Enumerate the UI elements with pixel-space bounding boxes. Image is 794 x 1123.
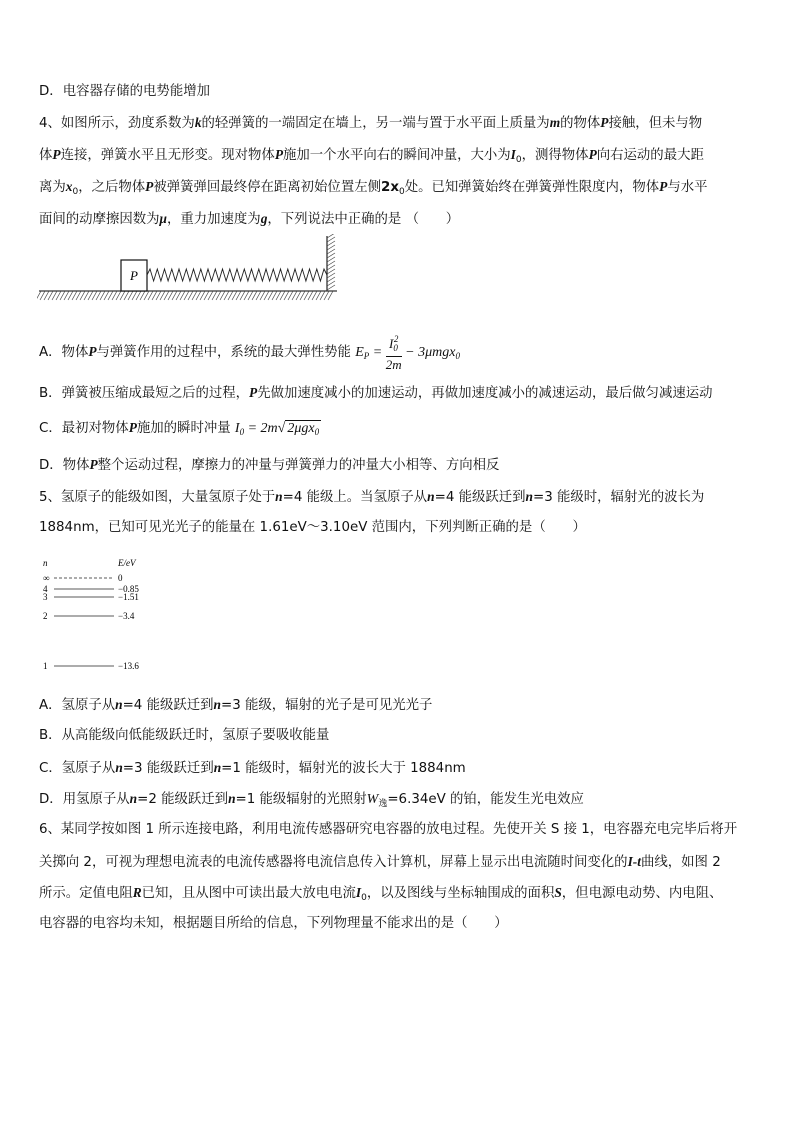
q3-option-d: D．电容器存储的电势能增加	[39, 84, 210, 99]
energy-level-diagram	[38, 556, 178, 680]
ground-hatch-line	[200, 291, 205, 300]
ground-hatch-line	[148, 291, 153, 300]
wall-hatch-line	[327, 253, 335, 258]
level-energy-label: 0	[118, 573, 123, 583]
ground-hatch-line	[136, 291, 141, 300]
ground-hatch-line	[268, 291, 273, 300]
wall-hatch-line	[327, 285, 335, 290]
ground-hatch-line	[204, 291, 209, 300]
ground-hatch-line	[308, 291, 313, 300]
q5-option-d: D．用氢原子从n=2 能级跃迁到n=1 能级辐射的光照射$W_逸=6.34eV$ 的铂，能发生光电效应	[39, 791, 584, 809]
q5-option-b: B．从高能级向低能级跃迁时，氢原子要吸收能量	[39, 728, 330, 743]
q6-stem-line3: 所示。定值电阻R已知，且从图中可读出最大放电电流$I_0$，以及图线与坐标轴围成的面积S，但电源电动势、内电阻、	[39, 885, 723, 903]
ground-hatch-line	[196, 291, 201, 300]
ground-hatch-line	[72, 291, 77, 300]
spring-coil	[147, 269, 327, 281]
q5-option-a: A．氢原子从n=4 能级跃迁到n=3 能级，辐射的光子是可见光光子	[39, 697, 433, 713]
ground-hatch-line	[144, 291, 149, 300]
ground-hatch-line	[252, 291, 257, 300]
ground-hatch-line	[56, 291, 61, 300]
q4-option-d: D．物体P整个运动过程，摩擦力的冲量与弹簧弹力的冲量大小相等、方向相反	[39, 457, 500, 473]
ground-hatch-line	[40, 291, 45, 300]
q6-stem-line1: 6、某同学按如图 1 所示连接电路，利用电流传感器研究电容器的放电过程。先使开关 S 接 1，电容器充电完毕后将开	[39, 822, 738, 837]
ground-hatch-line	[168, 291, 173, 300]
ground-hatch-line	[180, 291, 185, 300]
q4-option-b: B．弹簧被压缩成最短之后的过程，P先做加速度减小的加速运动，再做加速度减小的减速运动，最后做匀减速运动	[39, 385, 713, 401]
ground-hatch-line	[68, 291, 73, 300]
ground-hatch-line	[188, 291, 193, 300]
ground-hatch-line	[292, 291, 297, 300]
wall-hatch-line	[327, 245, 335, 250]
level-n-label: 4	[43, 584, 48, 594]
ground-hatch-line	[272, 291, 277, 300]
axis-n-label: n	[43, 558, 48, 568]
ground-hatch-line	[44, 291, 49, 300]
ground-hatch-line	[284, 291, 289, 300]
wall-hatch-line	[327, 241, 335, 246]
q5-stem-line1: 5、氢原子的能级如图，大量氢原子处于n=4 能级上。当氢原子从n=4 能级跃迁到n=3 能级时，辐射光的波长为	[39, 489, 705, 505]
level-energy-label: −1.51	[118, 592, 139, 602]
ground-hatch-line	[160, 291, 165, 300]
ground-hatch-line	[312, 291, 317, 300]
ground-hatch-line	[324, 291, 329, 300]
level-n-label: ∞	[43, 573, 50, 583]
ground-hatch-line	[216, 291, 221, 300]
axis-e-label: E/eV	[118, 558, 136, 568]
q4-option-a: A．物体P与弹簧作用的过程中，系统的最大弹性势能 $E_P$ = $\frac{I_0^2}{2m}$ − 3μmgx$_0$	[39, 334, 460, 372]
ground-hatch-line	[320, 291, 325, 300]
ground-hatch-line	[120, 291, 125, 300]
wall-hatch-line	[327, 261, 335, 266]
ground-hatch-line	[256, 291, 261, 300]
ground-hatch-line	[232, 291, 237, 300]
level-energy-label: −0.85	[118, 584, 139, 594]
level-n-label: 3	[43, 592, 48, 602]
ground-hatch-line	[220, 291, 225, 300]
ground-hatch-line	[304, 291, 309, 300]
ground-hatch-line	[92, 291, 97, 300]
ground-hatch-line	[64, 291, 69, 300]
block-label: P	[130, 268, 138, 283]
ground-hatch-line	[96, 291, 101, 300]
ground-hatch-line	[296, 291, 301, 300]
ground-hatch-line	[176, 291, 181, 300]
ground-hatch-line	[244, 291, 249, 300]
q4-stem-line2: 体P连接，弹簧水平且无形变。现对物体P施加一个水平向右的瞬间冲量，大小为$I_0$，测得物体P向右运动的最大距	[39, 147, 704, 165]
ground-hatch-line	[248, 291, 253, 300]
ground-hatch-line	[208, 291, 213, 300]
ground-hatch-line	[116, 291, 121, 300]
ground-hatch-line	[288, 291, 293, 300]
level-energy-label: −13.6	[118, 661, 139, 671]
ground-hatch-line	[172, 291, 177, 300]
ground-hatch-line	[100, 291, 105, 300]
ground-hatch-line	[76, 291, 81, 300]
ground-hatch-line	[240, 291, 245, 300]
ground-hatch-line	[236, 291, 241, 300]
q4-stem-line1: 4、如图所示，劲度系数为k的轻弹簧的一端固定在墙上，另一端与置于水平面上质量为m的物体P接触，但未与物	[39, 115, 703, 131]
q4-stem-line4: 面间的动摩擦因数为μ，重力加速度为g，下列说法中正确的是 （ ）	[39, 211, 460, 227]
q4-option-c: C．最初对物体P施加的瞬时冲量 $I_0 = 2m√$ 2μgx$_0$	[39, 420, 320, 437]
wall-hatch-line	[327, 265, 335, 270]
ground-hatch-line	[164, 291, 169, 300]
ground-hatch-line	[48, 291, 53, 300]
ground-hatch-line	[316, 291, 321, 300]
q6-stem-line2: 关掷向 2，可视为理想电流表的电流传感器将电流信息传入计算机，屏幕上显示出电流随时间变化的I-t曲线，如图 2	[39, 854, 721, 870]
ground-hatch-line	[212, 291, 217, 300]
q4-stem-line3: 离为$x_0$，之后物体P被弹簧弹回最终停在距离初始位置左侧$2x_0$处。已知弹簧始终在弹簧弹性限度内，物体P与水平	[39, 179, 708, 197]
ground-hatch-line	[104, 291, 109, 300]
ground-hatch-line	[52, 291, 57, 300]
ground-hatch-line	[124, 291, 129, 300]
wall-hatch-line	[327, 249, 335, 254]
wall-hatch-line	[327, 277, 335, 282]
level-energy-label: −3.4	[118, 611, 135, 621]
ground-hatch-line	[276, 291, 281, 300]
ground-hatch-line	[184, 291, 189, 300]
ground-hatch-line	[224, 291, 229, 300]
wall-hatch-line	[327, 273, 335, 278]
ground-hatch	[39, 236, 337, 291]
q6-stem-line4: 电容器的电容均未知，根据题目所给的信息，下列物理量不能求出的是（ ）	[39, 916, 508, 931]
ground-hatch-line	[84, 291, 89, 300]
ground-hatch-line	[132, 291, 137, 300]
ground-hatch-line	[264, 291, 269, 300]
q5-stem-line2: 1884nm，已知可见光光子的能量在 1.61eV～3.10eV 范围内，下列判断正确的是（ ）	[39, 520, 586, 535]
q4-spring-figure	[37, 234, 347, 306]
ground-hatch-line	[140, 291, 145, 300]
wall-hatch-line	[327, 281, 335, 286]
ground-hatch-line	[108, 291, 113, 300]
ground-hatch-line	[60, 291, 65, 300]
ground-hatch-line	[80, 291, 85, 300]
ground-hatch-line	[156, 291, 161, 300]
wall-hatch-line	[327, 269, 335, 274]
q5-option-c: C．氢原子从n=3 能级跃迁到n=1 能级时，辐射光的波长大于 1884nm	[39, 760, 466, 776]
wall-hatch-line	[327, 237, 335, 242]
wall-hatch-line	[327, 257, 335, 262]
ground-hatch-line	[300, 291, 305, 300]
level-n-label: 1	[43, 661, 48, 671]
ground-hatch-line	[152, 291, 157, 300]
ground-hatch-line	[88, 291, 93, 300]
ground-hatch-line	[328, 291, 333, 300]
ground-hatch-line	[128, 291, 133, 300]
ground-hatch-line	[260, 291, 265, 300]
ground-hatch-line	[280, 291, 285, 300]
ground-hatch-line	[192, 291, 197, 300]
level-n-label: 2	[43, 611, 48, 621]
ground-hatch-line	[228, 291, 233, 300]
ground-hatch-line	[112, 291, 117, 300]
